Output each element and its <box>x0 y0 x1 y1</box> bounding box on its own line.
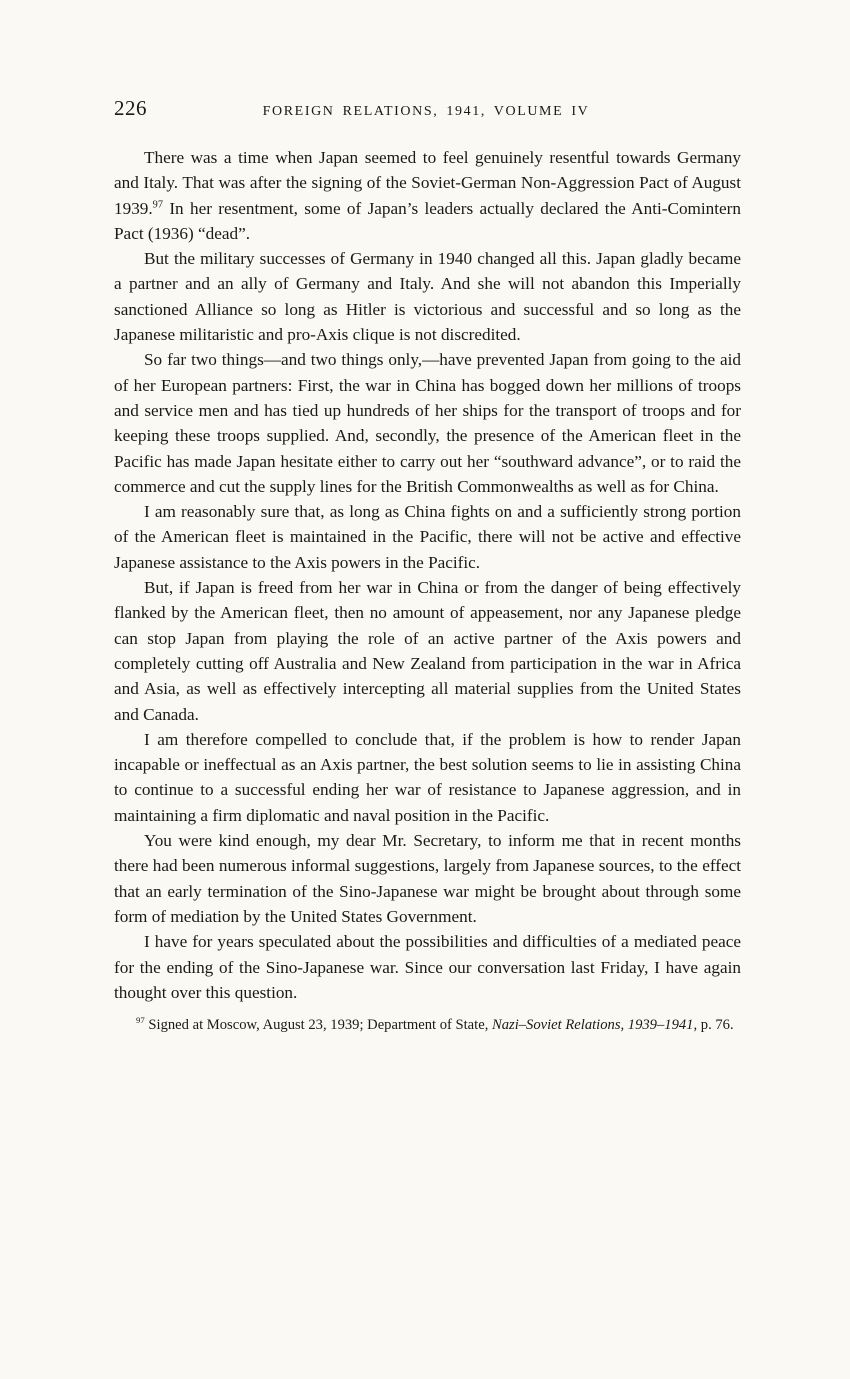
page-number: 226 <box>114 96 147 120</box>
paragraph: But the military successes of Germany in 1940 changed all this. Japan gladly became a partner and an ally of Germany and Italy. And she will not abandon this Imperially sanctioned Alliance so long as Hitler is victorious and successful and so long as the Japanese militaristic and pro-Axis clique is not discredited. <box>114 249 741 345</box>
paragraph: You were kind enough, my dear Mr. Secretary, to inform me that in recent months there had been numerous informal suggestions, largely from Japanese sources, to the effect that an early termination of the Sino-Japanese war might be brought about through some form of mediation by the United States Government. <box>114 831 741 926</box>
body-text <box>114 145 741 1005</box>
paragraph: But, if Japan is freed from her war in China or from the danger of being effectively flanked by the American fleet, then no amount of appeasement, nor any Japanese pledge can stop Japan from playing the role of an active partner of the Axis powers and completely cutting off Australia and New Zealand from participation in the war in Africa and Asia, as well as effectively intercepting all material supplies from the United States and Canada. <box>114 578 741 724</box>
footnote-text: Signed at Moscow, August 23, 1939; Department of State, <box>144 1017 492 1034</box>
footnote-section <box>114 1015 741 1036</box>
footnote-ref: 97 <box>152 198 163 210</box>
paragraph-text: There was a time when Japan seemed to feel genuinely resentful towards Germany and Italy. That was after the signing of the Soviet-German Non-Aggression Pact of August 1939. <box>114 148 741 218</box>
page-header <box>114 96 741 121</box>
paragraph: I am reasonably sure that, as long as China fights on and a sufficiently strong portion of the American fleet is maintained in the Pacific, there will not be active and effective Japanese assistance to the Axis powers in the Pacific. <box>114 502 741 572</box>
footnote <box>114 1015 741 1036</box>
paragraph: I am therefore compelled to conclude that, if the problem is how to render Japan incapable or ineffectual as an Axis partner, the best solution seems to lie in assisting China to continue to a successful ending her war of resistance to Japanese aggression, and in maintaining a firm diplomatic and naval position in the Pacific. <box>114 729 741 825</box>
footnote-italic: Nazi–Soviet Relations, 1939–1941 <box>492 1017 694 1034</box>
paragraph <box>114 145 741 246</box>
paragraph-text: In her resentment, some of Japan’s leaders actually declared the Anti-Comintern Pact (1936) “dead”. <box>114 198 741 243</box>
running-head: FOREIGN RELATIONS, 1941, VOLUME IV <box>262 104 590 119</box>
paragraph: So far two things—and two things only,—have prevented Japan from going to the aid of her European partners: First, the war in China has bogged down her millions of troops and service men and has tied up hundreds of her ships for the transport of troops and for keeping these troops supplied. And, secondly, the presence of the American fleet in the Pacific has made Japan hesitate either to carry out her “southward advance”, or to raid the commerce and cut the supply lines for the British Commonwealths as well as for China. <box>114 350 741 496</box>
footnote-text: , p. 76. <box>693 1017 734 1034</box>
paragraph: I have for years speculated about the possibilities and difficulties of a mediated peace for the ending of the Sino-Japanese war. Since our conversation last Friday, I have again thought over this question. <box>114 932 741 1002</box>
footnote-marker: 97 <box>136 1015 145 1026</box>
